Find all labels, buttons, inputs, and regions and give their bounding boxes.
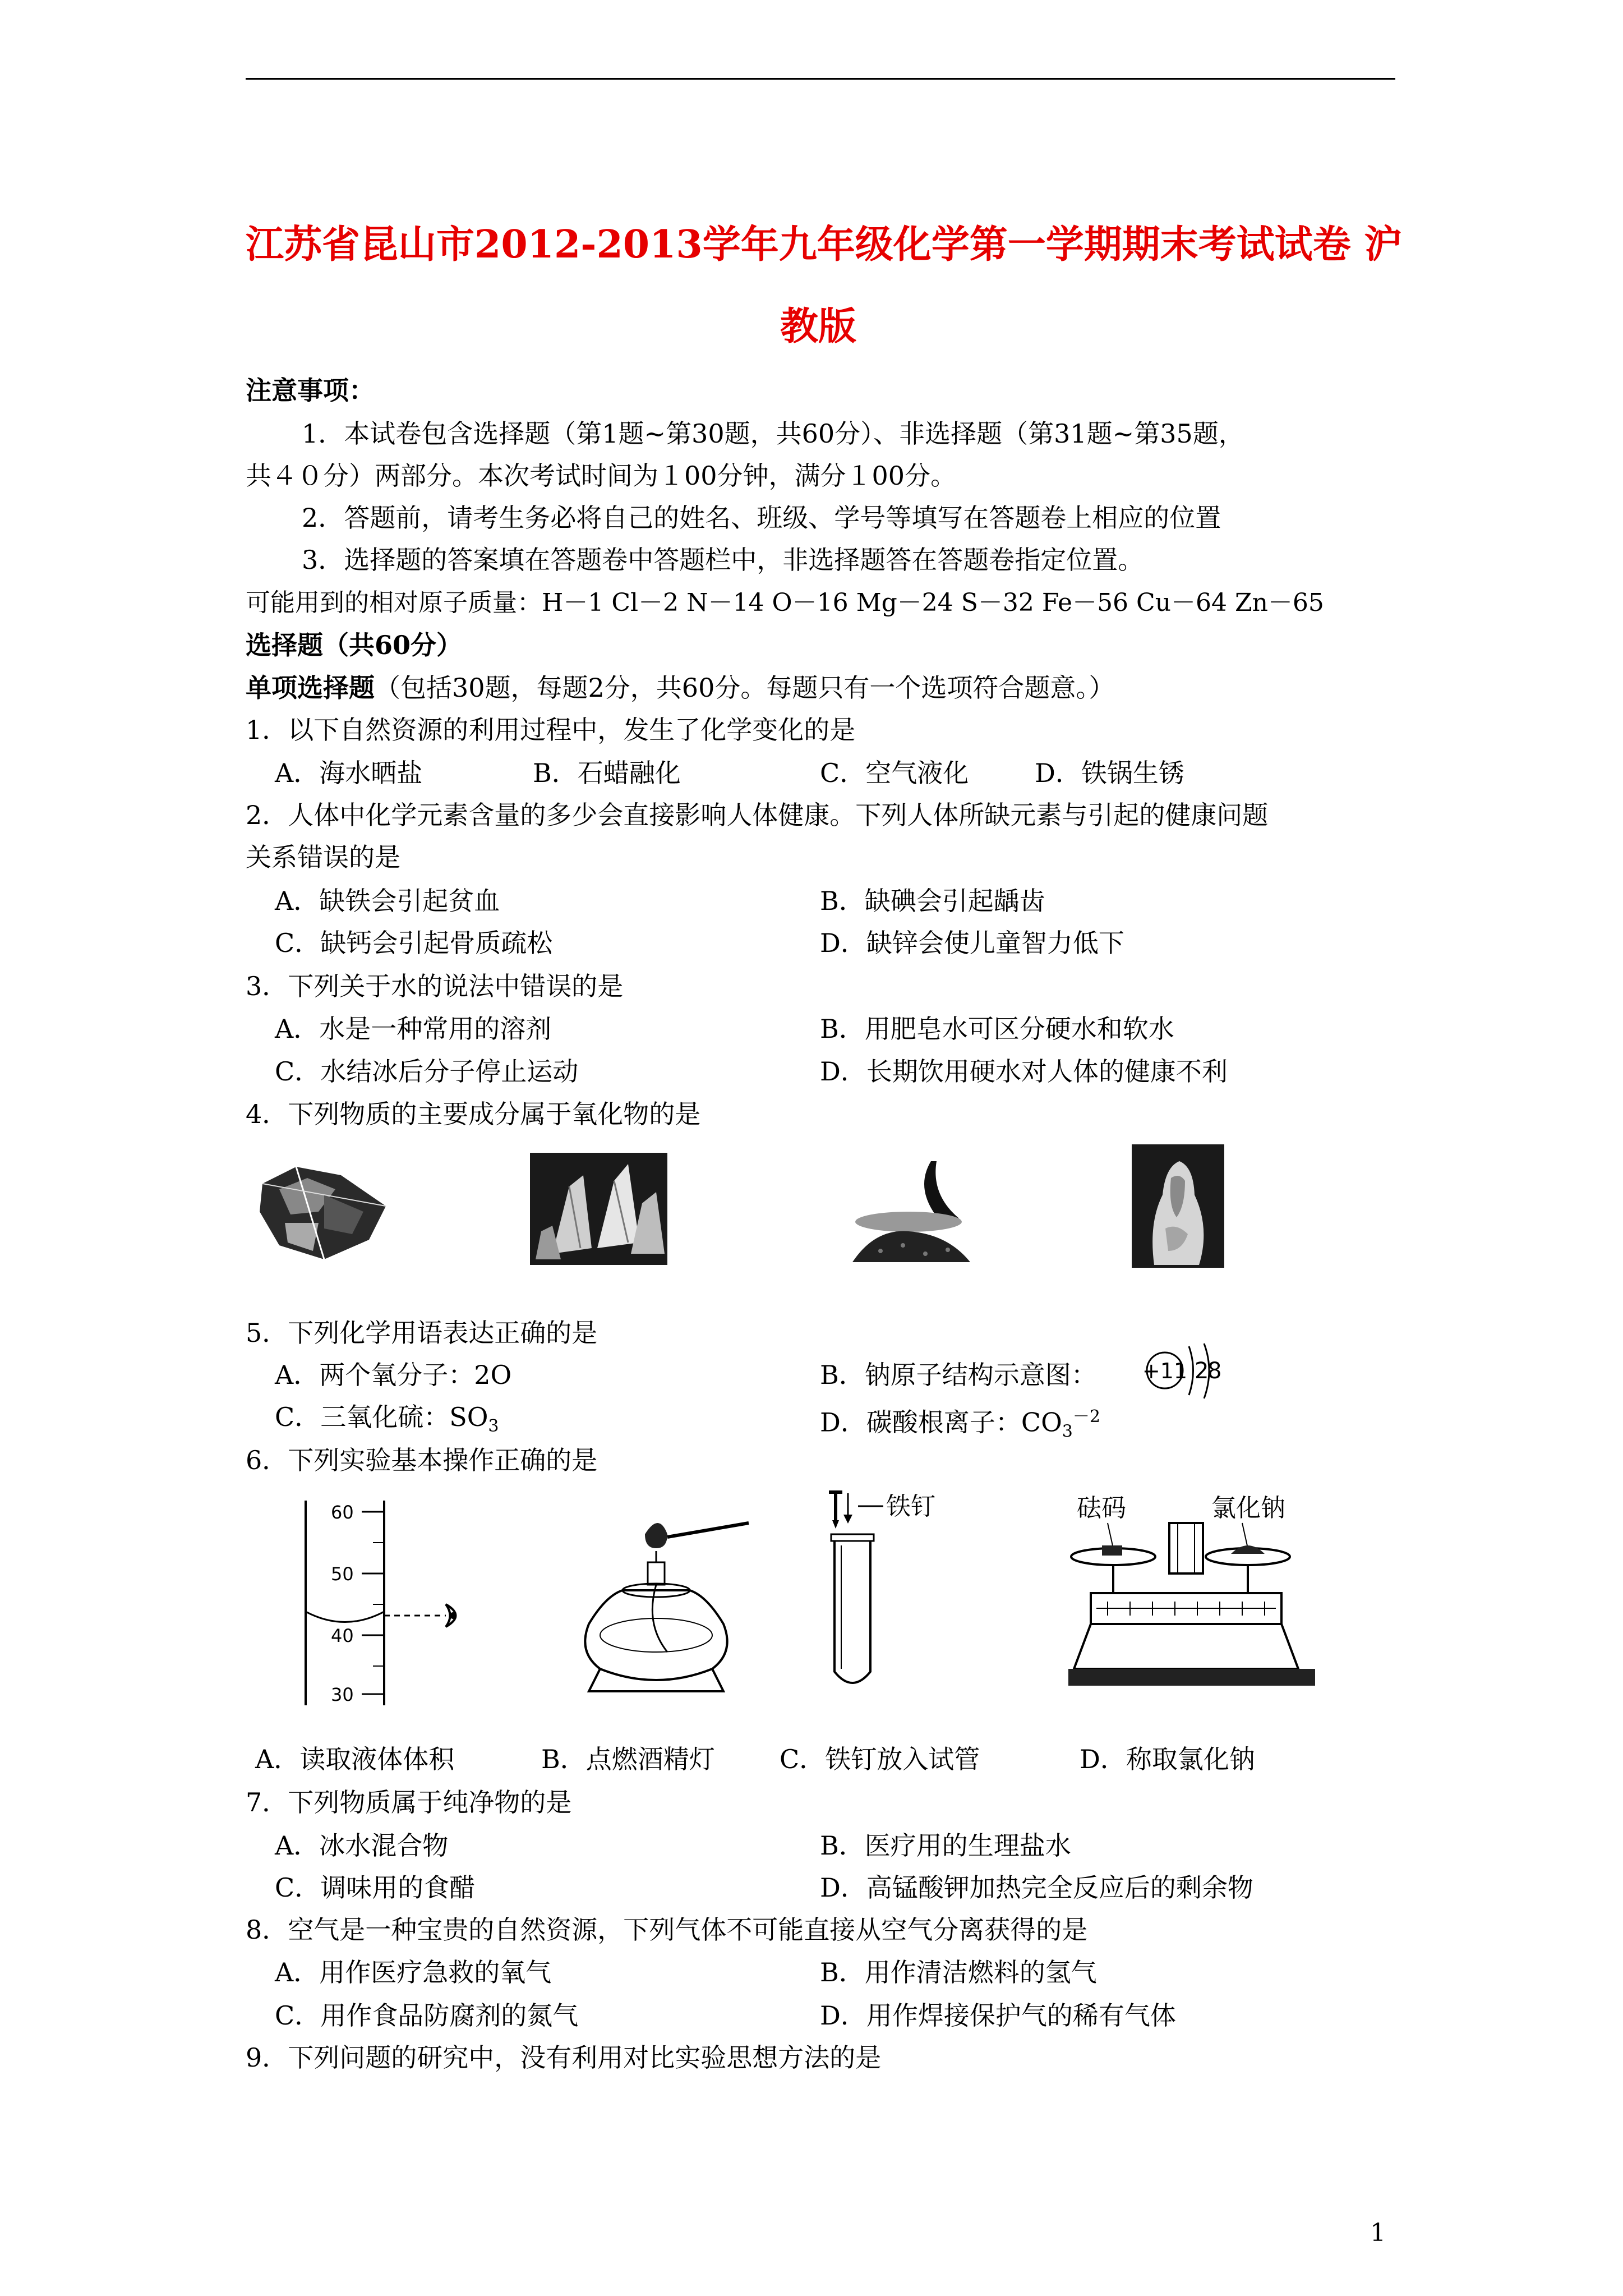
- q6-option-a: A．读取液体体积: [255, 1744, 455, 1774]
- q9-stem: 9．下列问题的研究中，没有利用对比实验思想方法的是: [246, 2042, 882, 2073]
- document-title-line2: 教版: [780, 304, 857, 349]
- section-instructions: [246, 672, 1114, 703]
- q5-option-a: A．两个氧分子：2O: [275, 1360, 512, 1390]
- section-sub-rest: （包括30题，每题2分，共60分。每题只有一个选项符合题意。）: [375, 673, 1115, 703]
- cylinder-tick-50: 50: [331, 1563, 354, 1585]
- q6-option-b: B．点燃酒精灯: [541, 1744, 715, 1774]
- q7-option-a: A．冰水混合物: [275, 1830, 449, 1861]
- q5-option-d-text: D．碳酸根离子：CO: [820, 1407, 1062, 1438]
- notes-item2: 2．答题前，请考生务必将自己的姓名、班级、学号等填写在答题卷上相应的位置: [302, 503, 1221, 533]
- cylinder-tick-30: 30: [331, 1684, 354, 1705]
- q2-stem-line1: 2．人体中化学元素含量的多少会直接影响人体健康。下列人体所缺元素与引起的健康问题: [246, 800, 1269, 830]
- q5-option-b: B．钠原子结构示意图：: [820, 1360, 1097, 1390]
- q4-stem: 4．下列物质的主要成分属于氧化物的是: [246, 1099, 701, 1129]
- notes-heading: 注意事项：: [246, 375, 375, 406]
- q4-image-quartz-crystal: [530, 1153, 667, 1265]
- q3-option-a: A．水是一种常用的溶剂: [275, 1014, 552, 1044]
- q6-figure-c-test-tube: [819, 1487, 987, 1700]
- q4-image-powder-scoop: [847, 1156, 981, 1268]
- q5-option-d-superscript: －2: [1072, 1407, 1100, 1427]
- header-rule: [246, 78, 1395, 80]
- cylinder-tick-40: 40: [331, 1625, 354, 1646]
- q2-option-a: A．缺铁会引起贫血: [275, 886, 500, 916]
- q8-option-c: C．用作食品防腐剂的氮气: [275, 2000, 579, 2031]
- q5-stem: 5．下列化学用语表达正确的是: [246, 1318, 598, 1348]
- q6-figure-a-cylinder: [294, 1495, 468, 1708]
- q5-shell2-electrons: 8: [1207, 1358, 1222, 1384]
- nail-label: 铁钉: [886, 1492, 935, 1521]
- q3-option-d: D．长期饮用硬水对人体的健康不利: [820, 1056, 1228, 1087]
- q7-stem: 7．下列物质属于纯净物的是: [246, 1787, 572, 1818]
- q5-option-c-text: C．三氧化硫：SO: [275, 1402, 488, 1432]
- notes-item1-line1: 1．本试卷包含选择题（第1题~第30题，共60分）、非选择题（第31题~第35题，: [302, 418, 1244, 449]
- notes-item1-line2: 共４０分）两部分。本次考试时间为１00分钟，满分１00分。: [246, 461, 957, 491]
- q3-option-c: C．水结冰后分子停止运动: [275, 1056, 579, 1087]
- weight-label: 砝码: [1077, 1494, 1126, 1522]
- q6-option-d: D．称取氯化钠: [1080, 1744, 1255, 1774]
- notes-item3: 3．选择题的答案填在答题卷中答题栏中，非选择题答在答题卷指定位置。: [302, 545, 1144, 575]
- section-heading: 选择题（共60分）: [246, 630, 463, 660]
- q1-option-a: A．海水晒盐: [275, 758, 423, 788]
- q4-image-limestone: [1132, 1144, 1224, 1268]
- q1-option-b: B．石蜡融化: [533, 758, 681, 788]
- q8-option-b: B．用作清洁燃料的氢气: [820, 1957, 1097, 1987]
- q8-option-a: A．用作医疗急救的氧气: [275, 1957, 552, 1987]
- q5-nucleus-charge: +11: [1142, 1359, 1188, 1383]
- q3-stem: 3．下列关于水的说法中错误的是: [246, 971, 624, 1001]
- q8-stem: 8．空气是一种宝贵的自然资源，下列气体不可能直接从空气分离获得的是: [246, 1915, 1088, 1945]
- atomic-masses: 可能用到的相对原子质量：H－1 Cl－2 N－14 O－16 Mg－24 S－32 Fe－56 Cu－64 Zn－65: [246, 588, 1324, 617]
- q7-option-d: D．高锰酸钾加热完全反应后的剩余物: [820, 1872, 1253, 1903]
- page-number: 1: [1370, 2219, 1386, 2247]
- q5-option-c-subscript: 3: [488, 1416, 499, 1437]
- q5-option-d-subscript: 3: [1062, 1421, 1073, 1442]
- q5-option-c: [275, 1401, 499, 1442]
- cylinder-tick-60: 60: [331, 1502, 354, 1523]
- q8-option-d: D．用作焊接保护气的稀有气体: [820, 2000, 1176, 2031]
- q6-figure-b-alcohol-lamp: [566, 1512, 757, 1697]
- q1-option-c: C．空气液化: [820, 758, 969, 788]
- q2-option-c: C．缺钙会引起骨质疏松: [275, 928, 553, 958]
- q4-image-diamond: [257, 1161, 391, 1262]
- q7-option-c: C．调味用的食醋: [275, 1872, 476, 1903]
- q6-option-c: C．铁钉放入试管: [780, 1744, 980, 1774]
- q2-option-b: B．缺碘会引起龋齿: [820, 886, 1045, 916]
- document-title-line1: 江苏省昆山市2012-2013学年九年级化学第一学期期末考试试卷 沪: [246, 222, 1403, 267]
- q1-option-d: D．铁锅生锈: [1035, 758, 1184, 788]
- q5-option-d: [820, 1401, 1100, 1448]
- q2-stem-line2: 关系错误的是: [246, 842, 400, 872]
- q6-figure-d-balance: [1063, 1489, 1321, 1697]
- q2-option-d: D．缺锌会使儿童智力低下: [820, 928, 1124, 958]
- q3-option-b: B．用肥皂水可区分硬水和软水: [820, 1014, 1174, 1044]
- q5-shell1-electrons: 2: [1195, 1358, 1209, 1384]
- q7-option-b: B．医疗用的生理盐水: [820, 1830, 1071, 1861]
- q6-stem: 6．下列实验基本操作正确的是: [246, 1445, 598, 1475]
- nacl-label: 氯化钠: [1211, 1494, 1285, 1522]
- section-sub-bold: 单项选择题: [246, 673, 375, 703]
- q5-sodium-atom-diagram: [1136, 1338, 1223, 1405]
- q1-stem: 1．以下自然资源的利用过程中，发生了化学变化的是: [246, 715, 856, 745]
